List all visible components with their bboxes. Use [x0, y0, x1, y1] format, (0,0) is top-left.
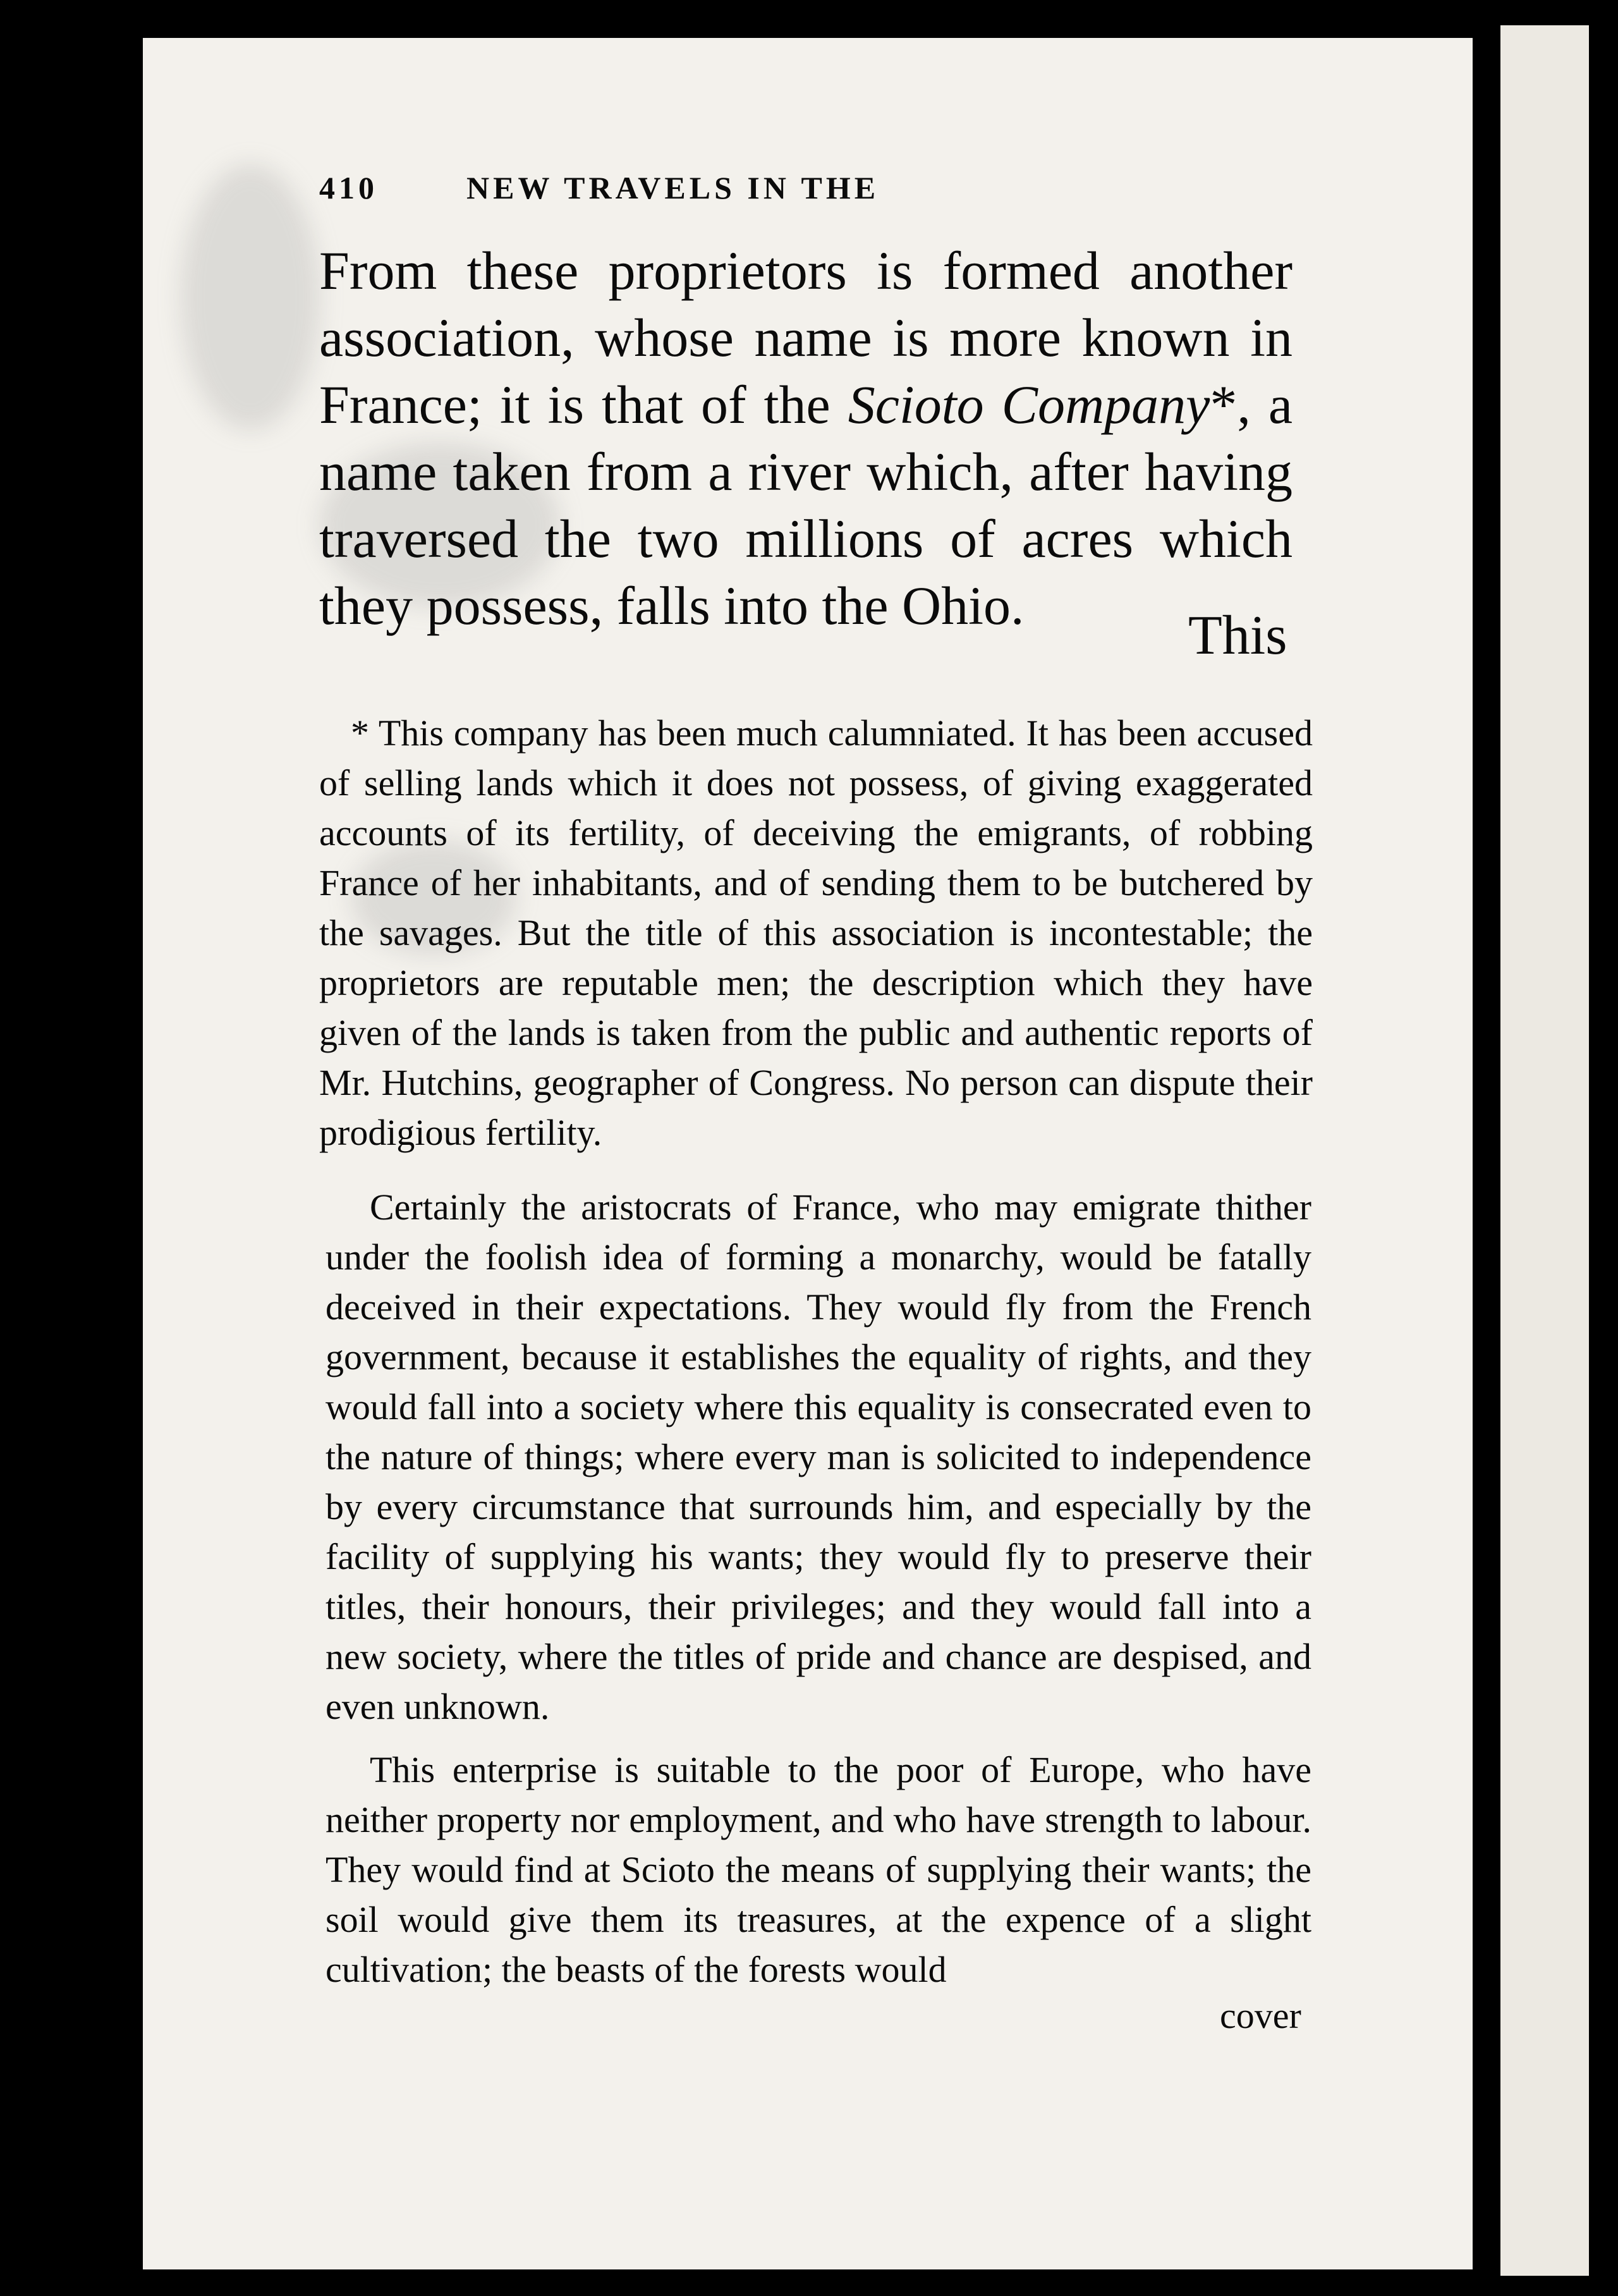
facing-page-edge — [1500, 25, 1589, 2276]
main-paragraph — [319, 237, 1293, 639]
catchword-bottom: cover — [1220, 1995, 1301, 2036]
page-stain — [181, 164, 320, 430]
main-text-start: From these proprietors is formed another association, whose name is more known in France; it is that of the — [319, 240, 1293, 435]
running-title: NEW TRAVELS IN THE — [466, 170, 880, 205]
page-number: 410 — [319, 170, 378, 205]
catchword: This — [1188, 605, 1287, 666]
main-text-end: *, a name taken from a river which, after having traversed the two millions of acres which they possess, falls into the Ohio. — [319, 374, 1293, 636]
paragraph-aristocrats: Certainly the aristocrats of France, who may emigrate thither under the foolish idea of forming a monarchy, would be fatally deceived in their expectations. They would fly from the French government, because it establishes the equality of rights, and they would fall into a society where this equality is consecrated even to the nature of things; where every man is solicited to independence by every circumstance that surrounds him, and especially by the facility of supplying his wants; they would fly to preserve their titles, their honours, their privileges; and they would fall into a new society, where the titles of pride and chance are despised, and even unknown. — [325, 1187, 1311, 1727]
footnote: * This company has been much calumniated. It has been accused of selling lands which it does not possess, of giving exaggerated accounts of its fertility, of deceiving the emigrants, of robbing France of her inhabitants, and of sending them to be butchered by the savages. But the title of this association is incontestable; the proprietors are reputable men; the description which they have given of the lands is taken from the public and authentic reports of Mr. Hutchins, geographer of Congress. No person can dispute their prodigious fertility. — [319, 712, 1313, 1153]
running-header — [319, 169, 1141, 206]
company-name: Scioto Company — [848, 374, 1210, 435]
paragraph-enterprise: This enterprise is suitable to the poor of Europe, who have neither property nor employment, and who have strength to labour. They would find at Scioto the means of supplying their wants; the soil would give them its treasures, at the expence of a slight cultivation; the beasts of the forests would — [325, 1749, 1311, 1990]
